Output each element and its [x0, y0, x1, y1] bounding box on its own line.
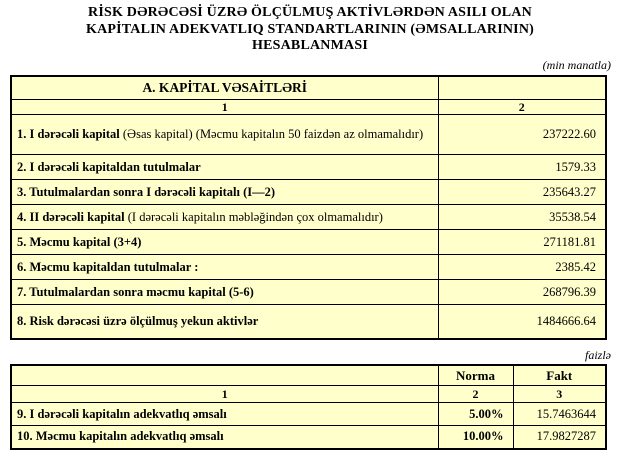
row-label	[11, 205, 438, 230]
norma-value: 10.00%	[438, 426, 513, 449]
row-value: 271181.81	[438, 230, 606, 255]
row-value: 35538.54	[438, 205, 606, 230]
table-row	[11, 205, 606, 230]
row-label-bold: 7. Tutulmalardan sonra məcmu kapital (5-6)	[17, 284, 254, 299]
capital-table-header-row	[11, 76, 606, 100]
norma-column-header: Norma	[438, 365, 513, 386]
row-label	[11, 280, 438, 305]
fakt-column-header: Fakt	[513, 365, 606, 386]
unit-note-top: (min manatla)	[542, 57, 611, 72]
row-label-bold: 8. Risk dərəcəsi üzrə ölçülmuş yekun aktivlər	[17, 313, 259, 328]
page-title-line-1: RİSK DƏRƏCƏSİ ÜZRƏ ÖLÇÜLMUŞ AKTİVLƏRDƏN ASILI OLAN	[88, 5, 532, 20]
row-value: 1484666.64	[438, 305, 606, 339]
table-row	[11, 115, 606, 155]
column-number: 3	[513, 386, 606, 403]
row-value: 235643.27	[438, 180, 606, 205]
ratio-table-header-row	[11, 365, 606, 386]
row-label-bold: 6. Məcmu kapitaldan tutulmalar :	[17, 259, 199, 274]
row-label-rest: (I dərəcəli kapitalın məbləğindən çox olmamalıdır)	[124, 209, 383, 224]
row-label-bold: 2. I dərəcəli kapitaldan tutulmalar	[17, 159, 201, 174]
ratio-table-column-numbers-row	[11, 386, 606, 403]
page-title	[0, 0, 620, 55]
fakt-value: 15.7463644	[513, 403, 606, 426]
row-label-bold: 3. Tutulmalardan sonra I dərəcəli kapitalı (I—2)	[17, 184, 276, 199]
capital-table-column-numbers-row	[11, 100, 606, 115]
row-label	[11, 255, 438, 280]
table-row	[11, 280, 606, 305]
table-row	[11, 155, 606, 180]
fakt-value: 17.9827287	[513, 426, 606, 449]
page-title-line-2: KAPİTALIN ADEKVATLIQ STANDARTLARININ (ƏMSALLARININ)	[85, 21, 535, 37]
column-number: 2	[438, 100, 606, 115]
capital-table-section-title: A. KAPİTAL VƏSAİTLƏRİ	[11, 76, 438, 100]
row-value: 2385.42	[438, 255, 606, 280]
row-label	[11, 155, 438, 180]
table-row	[11, 426, 606, 449]
table-row	[11, 230, 606, 255]
row-label: 10. Məcmu kapitalın adekvatlıq əmsalı	[11, 426, 438, 449]
row-label-bold: 4. II dərəcəli kapital	[17, 209, 125, 224]
norma-value: 5.00%	[438, 403, 513, 426]
row-value: 237222.60	[438, 115, 606, 155]
row-label	[11, 180, 438, 205]
column-number: 1	[11, 386, 438, 403]
unit-note-bottom: faizlə	[585, 347, 611, 362]
row-label-bold: 1. I dərəcəli kapital	[17, 127, 120, 141]
column-number: 1	[11, 100, 438, 115]
table-row	[11, 403, 606, 426]
table-row	[11, 255, 606, 280]
row-label-bold: 5. Məcmu kapital (3+4)	[17, 234, 142, 249]
capital-table-header-empty-cell	[438, 76, 606, 100]
adequacy-ratio-table	[10, 364, 607, 450]
table-row	[11, 180, 606, 205]
column-number: 2	[438, 386, 513, 403]
row-label	[11, 115, 438, 155]
row-label: 9. I dərəcəli kapitalın adekvatlıq əmsalı	[11, 403, 438, 426]
page-title-line-3: HESABLANMASI	[252, 38, 368, 53]
row-label-rest: (Əsas kapital) (Məcmu kapitalın 50 faizdən az olmamalıdır)	[119, 127, 424, 141]
table-row	[11, 305, 606, 339]
capital-table	[10, 75, 607, 340]
row-value: 1579.33	[438, 155, 606, 180]
row-value: 268796.39	[438, 280, 606, 305]
row-label	[11, 305, 438, 339]
ratio-table-header-empty-cell	[11, 365, 438, 386]
row-label	[11, 230, 438, 255]
